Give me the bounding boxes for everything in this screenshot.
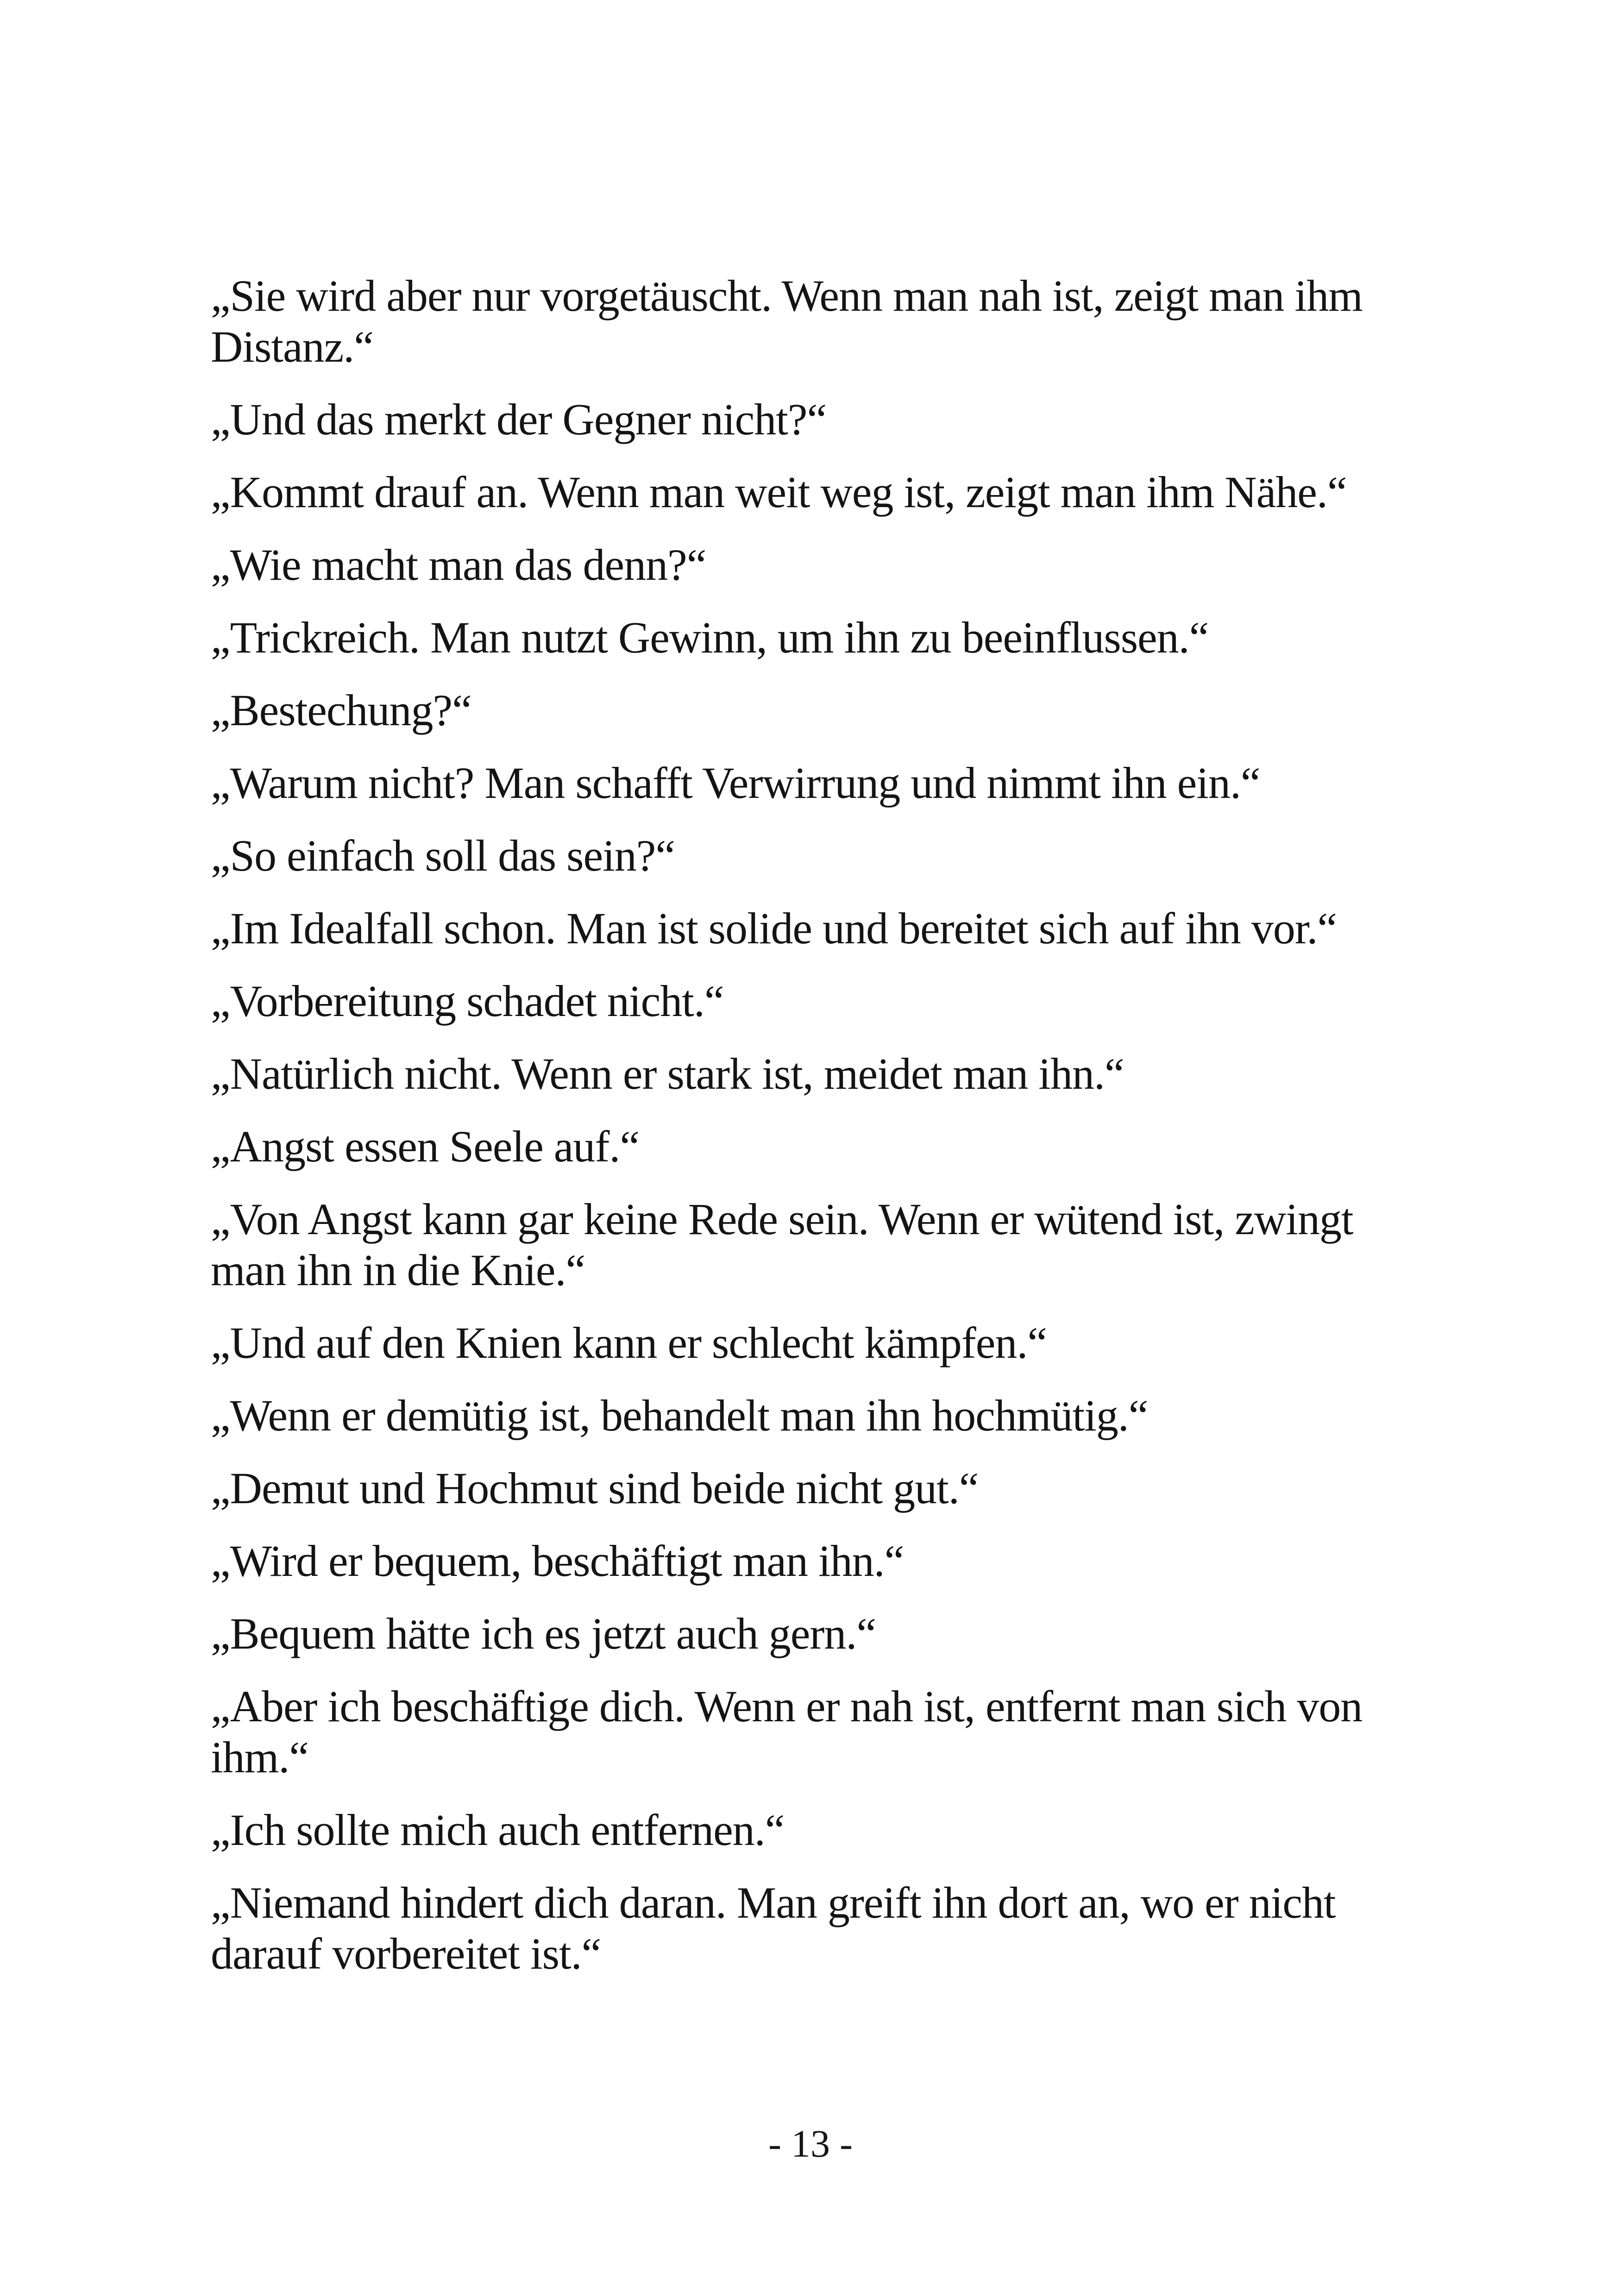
paragraph: „So einfach soll das sein?“ bbox=[211, 831, 675, 880]
dialogue-text bbox=[211, 270, 1415, 2001]
paragraph: „Wenn er demütig ist, behandelt man ihn hochmütig.“ bbox=[211, 1391, 1148, 1440]
paragraph: „Wie macht man das denn?“ bbox=[211, 540, 706, 590]
paragraph: „Ich sollte mich auch entfernen.“ bbox=[211, 1805, 785, 1855]
paragraph: „Demut und Hochmut sind beide nicht gut.“ bbox=[211, 1463, 979, 1513]
paragraph: „Warum nicht? Man schafft Verwirrung und nimmt ihn ein.“ bbox=[211, 758, 1260, 808]
paragraph: „Und auf den Knien kann er schlecht kämpfen.“ bbox=[211, 1318, 1047, 1368]
paragraph: „Im Idealfall schon. Man ist solide und bereitet sich auf ihn vor.“ bbox=[211, 903, 1337, 953]
page-number: - 13 - bbox=[768, 2122, 853, 2165]
paragraph: „Aber ich beschäftige dich. Wenn er nah ist, entfernt man sich von ihm.“ bbox=[211, 1681, 1363, 1782]
paragraph: „Sie wird aber nur vorgetäuscht. Wenn man nah ist, zeigt man ihm Distanz.“ bbox=[211, 271, 1363, 371]
paragraph: „Kommt drauf an. Wenn man weit weg ist, zeigt man ihm Nähe.“ bbox=[211, 467, 1347, 517]
paragraph: „Bestechung?“ bbox=[211, 685, 471, 735]
paragraph: „Trickreich. Man nutzt Gewinn, um ihn zu beeinflussen.“ bbox=[211, 613, 1209, 662]
paragraph: „Vorbereitung schadet nicht.“ bbox=[211, 976, 724, 1026]
paragraph: „Angst essen Seele auf.“ bbox=[211, 1122, 639, 1171]
paragraph: „Wird er bequem, beschäftigt man ihn.“ bbox=[211, 1536, 904, 1586]
paragraph: „Niemand hindert dich daran. Man greift ihn dort an, wo er nicht darauf vorbereitet ist.“ bbox=[211, 1878, 1336, 1978]
paragraph: „Von Angst kann gar keine Rede sein. Wenn er wütend ist, zwingt man ihn in die Knie.“ bbox=[211, 1194, 1353, 1295]
paragraph: „Und das merkt der Gegner nicht?“ bbox=[211, 395, 827, 444]
paragraph: „Bequem hätte ich es jetzt auch gern.“ bbox=[211, 1609, 876, 1658]
paragraph: „Natürlich nicht. Wenn er stark ist, meidet man ihn.“ bbox=[211, 1049, 1124, 1098]
